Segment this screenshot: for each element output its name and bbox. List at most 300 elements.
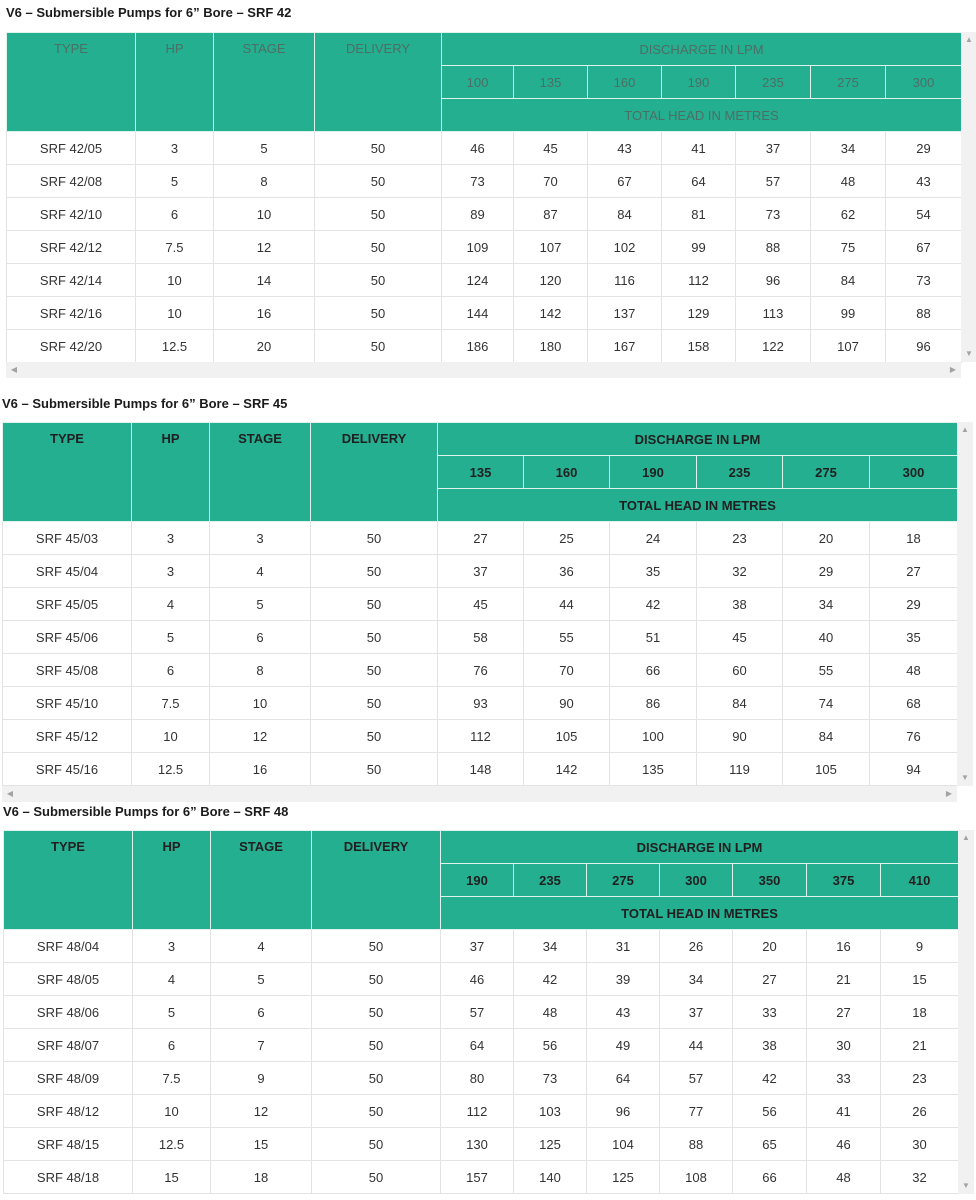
head-value-cell: 38	[697, 588, 783, 621]
header-hp: HP	[132, 423, 210, 522]
head-value-cell: 37	[441, 930, 514, 963]
hp-cell: 6	[133, 1029, 211, 1062]
scroll-down-arrow-icon[interactable]: ▼	[965, 349, 973, 358]
header-stage: STAGE	[210, 423, 311, 522]
head-value-cell: 40	[783, 621, 870, 654]
head-value-cell: 130	[441, 1128, 514, 1161]
head-value-cell: 142	[524, 753, 610, 786]
head-value-cell: 67	[886, 231, 962, 264]
header-total-head: TOTAL HEAD IN METRES	[441, 897, 959, 930]
head-value-cell: 73	[442, 165, 514, 198]
head-value-cell: 75	[811, 231, 886, 264]
head-value-cell: 46	[442, 132, 514, 165]
head-value-cell: 66	[610, 654, 697, 687]
head-value-cell: 55	[783, 654, 870, 687]
head-value-cell: 80	[441, 1062, 514, 1095]
lpm-value: 300	[660, 864, 733, 897]
hp-cell: 6	[132, 654, 210, 687]
scroll-right-arrow-icon[interactable]: ▶	[949, 365, 957, 374]
delivery-cell: 50	[312, 1062, 441, 1095]
head-value-cell: 64	[662, 165, 736, 198]
lpm-value: 350	[733, 864, 807, 897]
head-value-cell: 32	[697, 555, 783, 588]
scroll-down-arrow-icon[interactable]: ▼	[961, 773, 969, 782]
table-row	[4, 1128, 959, 1161]
head-value-cell: 43	[886, 165, 962, 198]
head-value-cell: 57	[736, 165, 811, 198]
head-value-cell: 74	[783, 687, 870, 720]
delivery-cell: 50	[315, 231, 442, 264]
scroll-left-arrow-icon[interactable]: ◀	[10, 365, 18, 374]
head-value-cell: 90	[524, 687, 610, 720]
header-hp: HP	[133, 831, 211, 930]
head-value-cell: 122	[736, 330, 811, 363]
table-row	[3, 753, 958, 786]
head-value-cell: 33	[733, 996, 807, 1029]
delivery-cell: 50	[312, 996, 441, 1029]
head-value-cell: 36	[524, 555, 610, 588]
delivery-cell: 50	[311, 753, 438, 786]
stage-cell: 12	[211, 1095, 312, 1128]
type-cell: SRF 45/08	[3, 654, 132, 687]
head-value-cell: 137	[588, 297, 662, 330]
hp-cell: 7.5	[133, 1062, 211, 1095]
head-value-cell: 58	[438, 621, 524, 654]
head-value-cell: 34	[660, 963, 733, 996]
hp-cell: 4	[133, 963, 211, 996]
head-value-cell: 140	[514, 1161, 587, 1194]
head-value-cell: 104	[587, 1128, 660, 1161]
head-value-cell: 158	[662, 330, 736, 363]
head-value-cell: 99	[811, 297, 886, 330]
head-value-cell: 120	[514, 264, 588, 297]
head-value-cell: 112	[441, 1095, 514, 1128]
head-value-cell: 34	[783, 588, 870, 621]
table-row	[7, 132, 962, 165]
header-type: TYPE	[7, 33, 136, 132]
stage-cell: 12	[214, 231, 315, 264]
head-value-cell: 112	[438, 720, 524, 753]
head-value-cell: 88	[660, 1128, 733, 1161]
head-value-cell: 65	[733, 1128, 807, 1161]
stage-cell: 4	[211, 930, 312, 963]
delivery-cell: 50	[311, 687, 438, 720]
head-value-cell: 51	[610, 621, 697, 654]
hp-cell: 4	[132, 588, 210, 621]
scroll-up-arrow-icon[interactable]: ▲	[962, 833, 970, 842]
lpm-value: 160	[588, 66, 662, 99]
vertical-scrollbar[interactable]	[958, 830, 974, 1194]
head-value-cell: 113	[736, 297, 811, 330]
head-value-cell: 94	[870, 753, 958, 786]
stage-cell: 10	[210, 687, 311, 720]
hp-cell: 12.5	[136, 330, 214, 363]
type-cell: SRF 48/18	[4, 1161, 133, 1194]
head-value-cell: 119	[697, 753, 783, 786]
head-value-cell: 64	[441, 1029, 514, 1062]
type-cell: SRF 42/12	[7, 231, 136, 264]
type-cell: SRF 48/12	[4, 1095, 133, 1128]
head-value-cell: 84	[783, 720, 870, 753]
head-value-cell: 105	[524, 720, 610, 753]
head-value-cell: 41	[807, 1095, 881, 1128]
header-delivery: DELIVERY	[312, 831, 441, 930]
head-value-cell: 42	[514, 963, 587, 996]
head-value-cell: 37	[660, 996, 733, 1029]
table-row	[3, 654, 958, 687]
stage-cell: 10	[214, 198, 315, 231]
stage-cell: 8	[214, 165, 315, 198]
lpm-value: 235	[697, 456, 783, 489]
hp-cell: 5	[136, 165, 214, 198]
scroll-left-arrow-icon[interactable]: ◀	[6, 789, 14, 798]
delivery-cell: 50	[315, 297, 442, 330]
head-value-cell: 180	[514, 330, 588, 363]
type-cell: SRF 45/03	[3, 522, 132, 555]
header-total-head: TOTAL HEAD IN METRES	[442, 99, 962, 132]
table-row	[4, 930, 959, 963]
head-value-cell: 33	[807, 1062, 881, 1095]
head-value-cell: 107	[811, 330, 886, 363]
table-row	[7, 264, 962, 297]
table-container	[2, 422, 957, 786]
head-value-cell: 142	[514, 297, 588, 330]
lpm-value: 100	[442, 66, 514, 99]
head-value-cell: 27	[807, 996, 881, 1029]
head-value-cell: 87	[514, 198, 588, 231]
lpm-value: 275	[587, 864, 660, 897]
type-cell: SRF 48/04	[4, 930, 133, 963]
head-value-cell: 89	[442, 198, 514, 231]
hp-cell: 6	[136, 198, 214, 231]
head-value-cell: 96	[587, 1095, 660, 1128]
head-value-cell: 88	[736, 231, 811, 264]
head-value-cell: 76	[870, 720, 958, 753]
hp-cell: 7.5	[136, 231, 214, 264]
table-row	[7, 231, 962, 264]
lpm-value: 190	[662, 66, 736, 99]
head-value-cell: 112	[662, 264, 736, 297]
hp-cell: 10	[133, 1095, 211, 1128]
head-value-cell: 27	[438, 522, 524, 555]
head-value-cell: 27	[733, 963, 807, 996]
delivery-cell: 50	[311, 654, 438, 687]
table-row	[7, 330, 962, 363]
type-cell: SRF 42/16	[7, 297, 136, 330]
header-hp: HP	[136, 33, 214, 132]
header-discharge: DISCHARGE IN LPM	[441, 831, 959, 864]
head-value-cell: 73	[736, 198, 811, 231]
type-cell: SRF 45/16	[3, 753, 132, 786]
head-value-cell: 43	[588, 132, 662, 165]
head-value-cell: 103	[514, 1095, 587, 1128]
lpm-value: 275	[783, 456, 870, 489]
stage-cell: 16	[210, 753, 311, 786]
horizontal-scrollbar[interactable]	[6, 362, 961, 378]
head-value-cell: 48	[807, 1161, 881, 1194]
delivery-cell: 50	[315, 165, 442, 198]
head-value-cell: 125	[587, 1161, 660, 1194]
head-value-cell: 25	[524, 522, 610, 555]
head-value-cell: 73	[886, 264, 962, 297]
lpm-value: 375	[807, 864, 881, 897]
stage-cell: 14	[214, 264, 315, 297]
table-row	[4, 1029, 959, 1062]
head-value-cell: 48	[870, 654, 958, 687]
head-value-cell: 57	[660, 1062, 733, 1095]
stage-cell: 7	[211, 1029, 312, 1062]
header-delivery: DELIVERY	[311, 423, 438, 522]
head-value-cell: 48	[514, 996, 587, 1029]
header-delivery: DELIVERY	[315, 33, 442, 132]
head-value-cell: 76	[438, 654, 524, 687]
section-title: V6 – Submersible Pumps for 6” Bore – SRF 45	[2, 396, 288, 411]
table-row	[3, 555, 958, 588]
head-value-cell: 29	[870, 588, 958, 621]
head-value-cell: 32	[881, 1161, 959, 1194]
head-value-cell: 100	[610, 720, 697, 753]
head-value-cell: 116	[588, 264, 662, 297]
head-value-cell: 144	[442, 297, 514, 330]
delivery-cell: 50	[312, 1095, 441, 1128]
head-value-cell: 38	[733, 1029, 807, 1062]
head-value-cell: 21	[807, 963, 881, 996]
hp-cell: 3	[132, 522, 210, 555]
head-value-cell: 109	[442, 231, 514, 264]
head-value-cell: 43	[587, 996, 660, 1029]
header-stage: STAGE	[214, 33, 315, 132]
head-value-cell: 157	[441, 1161, 514, 1194]
hp-cell: 3	[136, 132, 214, 165]
type-cell: SRF 48/06	[4, 996, 133, 1029]
delivery-cell: 50	[311, 621, 438, 654]
delivery-cell: 50	[311, 555, 438, 588]
head-value-cell: 29	[783, 555, 870, 588]
head-value-cell: 84	[697, 687, 783, 720]
head-value-cell: 42	[733, 1062, 807, 1095]
head-value-cell: 107	[514, 231, 588, 264]
table-row	[3, 588, 958, 621]
head-value-cell: 148	[438, 753, 524, 786]
head-value-cell: 34	[514, 930, 587, 963]
head-value-cell: 88	[886, 297, 962, 330]
header-type: TYPE	[4, 831, 133, 930]
lpm-value: 410	[881, 864, 959, 897]
head-value-cell: 26	[881, 1095, 959, 1128]
section-title: V6 – Submersible Pumps for 6” Bore – SRF 42	[6, 5, 292, 20]
head-value-cell: 96	[886, 330, 962, 363]
head-value-cell: 37	[736, 132, 811, 165]
header-type: TYPE	[3, 423, 132, 522]
type-cell: SRF 45/04	[3, 555, 132, 588]
head-value-cell: 39	[587, 963, 660, 996]
head-value-cell: 23	[881, 1062, 959, 1095]
header-discharge: DISCHARGE IN LPM	[438, 423, 958, 456]
type-cell: SRF 48/05	[4, 963, 133, 996]
head-value-cell: 105	[783, 753, 870, 786]
head-value-cell: 9	[881, 930, 959, 963]
type-cell: SRF 42/05	[7, 132, 136, 165]
head-value-cell: 73	[514, 1062, 587, 1095]
head-value-cell: 68	[870, 687, 958, 720]
delivery-cell: 50	[312, 1128, 441, 1161]
delivery-cell: 50	[311, 720, 438, 753]
head-value-cell: 26	[660, 930, 733, 963]
horizontal-scrollbar[interactable]	[2, 786, 957, 802]
head-value-cell: 54	[886, 198, 962, 231]
lpm-value: 235	[514, 864, 587, 897]
head-value-cell: 31	[587, 930, 660, 963]
head-value-cell: 102	[588, 231, 662, 264]
stage-cell: 6	[210, 621, 311, 654]
stage-cell: 3	[210, 522, 311, 555]
delivery-cell: 50	[315, 198, 442, 231]
scroll-right-arrow-icon[interactable]: ▶	[945, 789, 953, 798]
table-container	[6, 32, 961, 362]
hp-cell: 12.5	[132, 753, 210, 786]
hp-cell: 15	[133, 1161, 211, 1194]
type-cell: SRF 42/08	[7, 165, 136, 198]
head-value-cell: 45	[697, 621, 783, 654]
stage-cell: 4	[210, 555, 311, 588]
hp-cell: 3	[132, 555, 210, 588]
head-value-cell: 24	[610, 522, 697, 555]
head-value-cell: 81	[662, 198, 736, 231]
lpm-value: 275	[811, 66, 886, 99]
head-value-cell: 48	[811, 165, 886, 198]
stage-cell: 5	[214, 132, 315, 165]
table-row	[4, 963, 959, 996]
table-row	[3, 522, 958, 555]
head-value-cell: 135	[610, 753, 697, 786]
stage-cell: 9	[211, 1062, 312, 1095]
head-value-cell: 167	[588, 330, 662, 363]
head-value-cell: 56	[514, 1029, 587, 1062]
vertical-scrollbar[interactable]	[961, 32, 976, 362]
table-row	[7, 297, 962, 330]
head-value-cell: 49	[587, 1029, 660, 1062]
delivery-cell: 50	[311, 522, 438, 555]
head-value-cell: 16	[807, 930, 881, 963]
head-value-cell: 18	[881, 996, 959, 1029]
head-value-cell: 70	[514, 165, 588, 198]
stage-cell: 12	[210, 720, 311, 753]
head-value-cell: 125	[514, 1128, 587, 1161]
head-value-cell: 70	[524, 654, 610, 687]
hp-cell: 7.5	[132, 687, 210, 720]
stage-cell: 15	[211, 1128, 312, 1161]
head-value-cell: 23	[697, 522, 783, 555]
stage-cell: 8	[210, 654, 311, 687]
head-value-cell: 77	[660, 1095, 733, 1128]
lpm-value: 190	[610, 456, 697, 489]
hp-cell: 10	[132, 720, 210, 753]
stage-cell: 6	[211, 996, 312, 1029]
head-value-cell: 41	[662, 132, 736, 165]
head-value-cell: 62	[811, 198, 886, 231]
head-value-cell: 96	[736, 264, 811, 297]
head-value-cell: 67	[588, 165, 662, 198]
head-value-cell: 60	[697, 654, 783, 687]
head-value-cell: 66	[733, 1161, 807, 1194]
pump-table-srf-48	[3, 830, 959, 1194]
head-value-cell: 84	[811, 264, 886, 297]
hp-cell: 5	[132, 621, 210, 654]
stage-cell: 5	[211, 963, 312, 996]
stage-cell: 20	[214, 330, 315, 363]
table-row	[3, 621, 958, 654]
head-value-cell: 129	[662, 297, 736, 330]
table-row	[4, 1161, 959, 1194]
table-row	[3, 720, 958, 753]
hp-cell: 12.5	[133, 1128, 211, 1161]
stage-cell: 16	[214, 297, 315, 330]
pump-table-srf-45	[2, 422, 958, 786]
table-row	[4, 1062, 959, 1095]
head-value-cell: 124	[442, 264, 514, 297]
head-value-cell: 86	[610, 687, 697, 720]
head-value-cell: 108	[660, 1161, 733, 1194]
head-value-cell: 30	[807, 1029, 881, 1062]
pump-table-srf-42	[6, 32, 962, 363]
hp-cell: 3	[133, 930, 211, 963]
type-cell: SRF 48/15	[4, 1128, 133, 1161]
vertical-scrollbar[interactable]	[957, 422, 973, 786]
delivery-cell: 50	[315, 330, 442, 363]
table-row	[7, 165, 962, 198]
head-value-cell: 64	[587, 1062, 660, 1095]
lpm-value: 160	[524, 456, 610, 489]
lpm-value: 135	[514, 66, 588, 99]
head-value-cell: 93	[438, 687, 524, 720]
head-value-cell: 46	[807, 1128, 881, 1161]
section-title: V6 – Submersible Pumps for 6” Bore – SRF 48	[3, 804, 289, 819]
delivery-cell: 50	[312, 1029, 441, 1062]
head-value-cell: 45	[438, 588, 524, 621]
head-value-cell: 90	[697, 720, 783, 753]
delivery-cell: 50	[312, 1161, 441, 1194]
hp-cell: 5	[133, 996, 211, 1029]
scroll-up-arrow-icon[interactable]: ▲	[965, 35, 973, 44]
type-cell: SRF 48/07	[4, 1029, 133, 1062]
delivery-cell: 50	[312, 963, 441, 996]
head-value-cell: 45	[514, 132, 588, 165]
header-discharge: DISCHARGE IN LPM	[442, 33, 962, 66]
table-row	[4, 996, 959, 1029]
delivery-cell: 50	[315, 132, 442, 165]
head-value-cell: 35	[610, 555, 697, 588]
table-row	[4, 1095, 959, 1128]
type-cell: SRF 45/12	[3, 720, 132, 753]
lpm-value: 135	[438, 456, 524, 489]
type-cell: SRF 42/14	[7, 264, 136, 297]
head-value-cell: 18	[870, 522, 958, 555]
header-total-head: TOTAL HEAD IN METRES	[438, 489, 958, 522]
head-value-cell: 20	[783, 522, 870, 555]
head-value-cell: 44	[524, 588, 610, 621]
hp-cell: 10	[136, 297, 214, 330]
lpm-value: 235	[736, 66, 811, 99]
head-value-cell: 20	[733, 930, 807, 963]
scroll-down-arrow-icon[interactable]: ▼	[962, 1181, 970, 1190]
head-value-cell: 44	[660, 1029, 733, 1062]
head-value-cell: 186	[442, 330, 514, 363]
type-cell: SRF 45/10	[3, 687, 132, 720]
scroll-up-arrow-icon[interactable]: ▲	[961, 425, 969, 434]
delivery-cell: 50	[315, 264, 442, 297]
type-cell: SRF 45/06	[3, 621, 132, 654]
head-value-cell: 37	[438, 555, 524, 588]
